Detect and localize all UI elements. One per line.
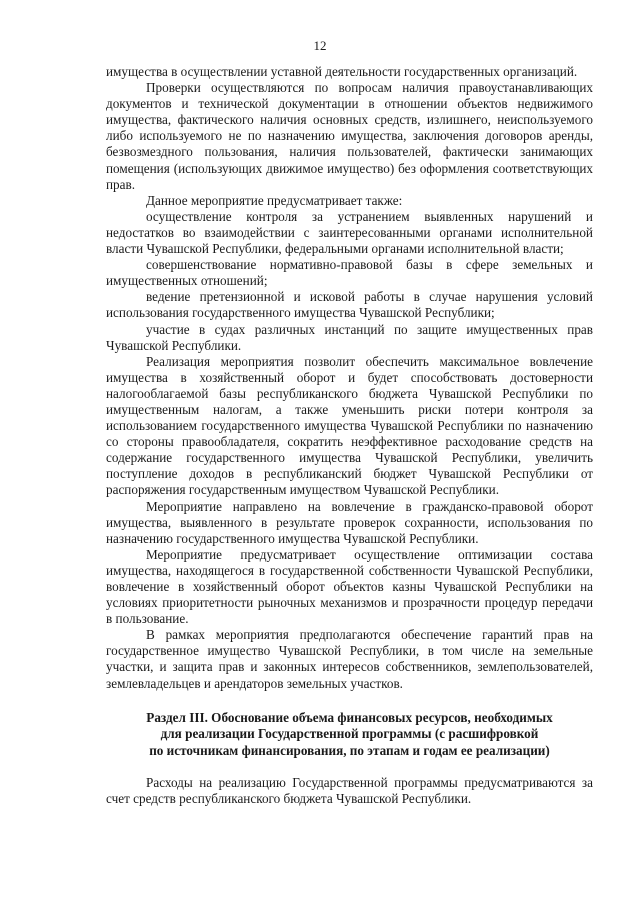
paragraphs-top: [106, 64, 593, 692]
paragraph: Мероприятие предусматривает осуществление оптимизации состава имущества, находящегося в государственной собственности Чувашской Республики, вовлечение в хозяйственный оборот объектов казны Чувашской Республики на условиях приоритетности рыночных механизмов и прозрачности процедур передачи в пользование.: [106, 546, 593, 627]
paragraph: ведение претензионной и исковой работы в случае нарушения условий использования государственного имущества Чувашской Республики;: [106, 289, 593, 321]
paragraph: участие в судах различных инстанций по защите имущественных прав Чувашской Республики.: [106, 321, 593, 353]
paragraph: Данное мероприятие предусматривает также:: [146, 192, 403, 208]
section-heading-line: Раздел III. Обоснование объема финансовых ресурсов, необходимых: [146, 709, 553, 725]
paragraph: В рамках мероприятия предполагаются обеспечение гарантий прав на государственное имущество Чувашской Республики, в том числе на земельные участки, и защита прав и законных интересов собственников, землепользователей, землевладельцев и арендаторов земельных участков.: [106, 627, 593, 691]
paragraph: имущества в осуществлении уставной деятельности государственных организаций.: [106, 64, 578, 79]
paragraphs-bottom: [106, 775, 593, 807]
paragraph: осуществление контроля за устранением выявленных нарушений и недостатков во взаимодействии с заинтересованными органами исполнительной власти Чувашской Республики, федеральными органами исполнительной власти;: [106, 208, 593, 257]
paragraph: совершенствование нормативно-правовой базы в сфере земельных и имущественных отношений;: [106, 257, 593, 289]
section-heading-line: для реализации Государственной программы (с расшифровкой: [160, 726, 539, 742]
document-body: [106, 64, 593, 807]
paragraph: Реализация мероприятия позволит обеспечить максимальное вовлечение имущества в хозяйственный оборот и будет способствовать достоверности налогооблагаемой базы республиканского бюджета Чувашской Республики по имущественным налогам, а также уменьшить риски потери контроля за использованием государственного имущества Чувашской Республики по назначению со стороны правообладателя, сократить неэффективное расходование средств на содержание государственного имущества Чувашской Республики, увеличить поступление доходов в республиканский бюджет Чувашской Республики от распоряжения государственным имуществом Чувашской Республики.: [106, 353, 593, 498]
paragraph: Расходы на реализацию Государственной программы предусматриваются за счет средств республиканского бюджета Чувашской Республики.: [106, 775, 593, 807]
paragraph: Мероприятие направлено на вовлечение в гражданско-правовой оборот имущества, выявленного в результате проверок сохранности, использования по назначению государственного имущества Чувашской Республики.: [106, 498, 593, 546]
page-number: 12: [313, 38, 327, 53]
section-heading-line: по источникам финансирования, по этапам и годам ее реализации): [149, 742, 550, 758]
paragraph: Проверки осуществляются по вопросам наличия правоустанавливающих документов и технической документации в отношении объектов недвижимого имущества, фактического наличия основных средств, излишнего, неиспользуемого либо используемого не по назначению имущества, заключения договоров аренды, безвозмездного пользования, наличия пользователей, фактически занимающих помещения (использующих движимое имущество) без оформления соответствующих прав.: [106, 80, 593, 192]
section-heading: [106, 710, 593, 760]
